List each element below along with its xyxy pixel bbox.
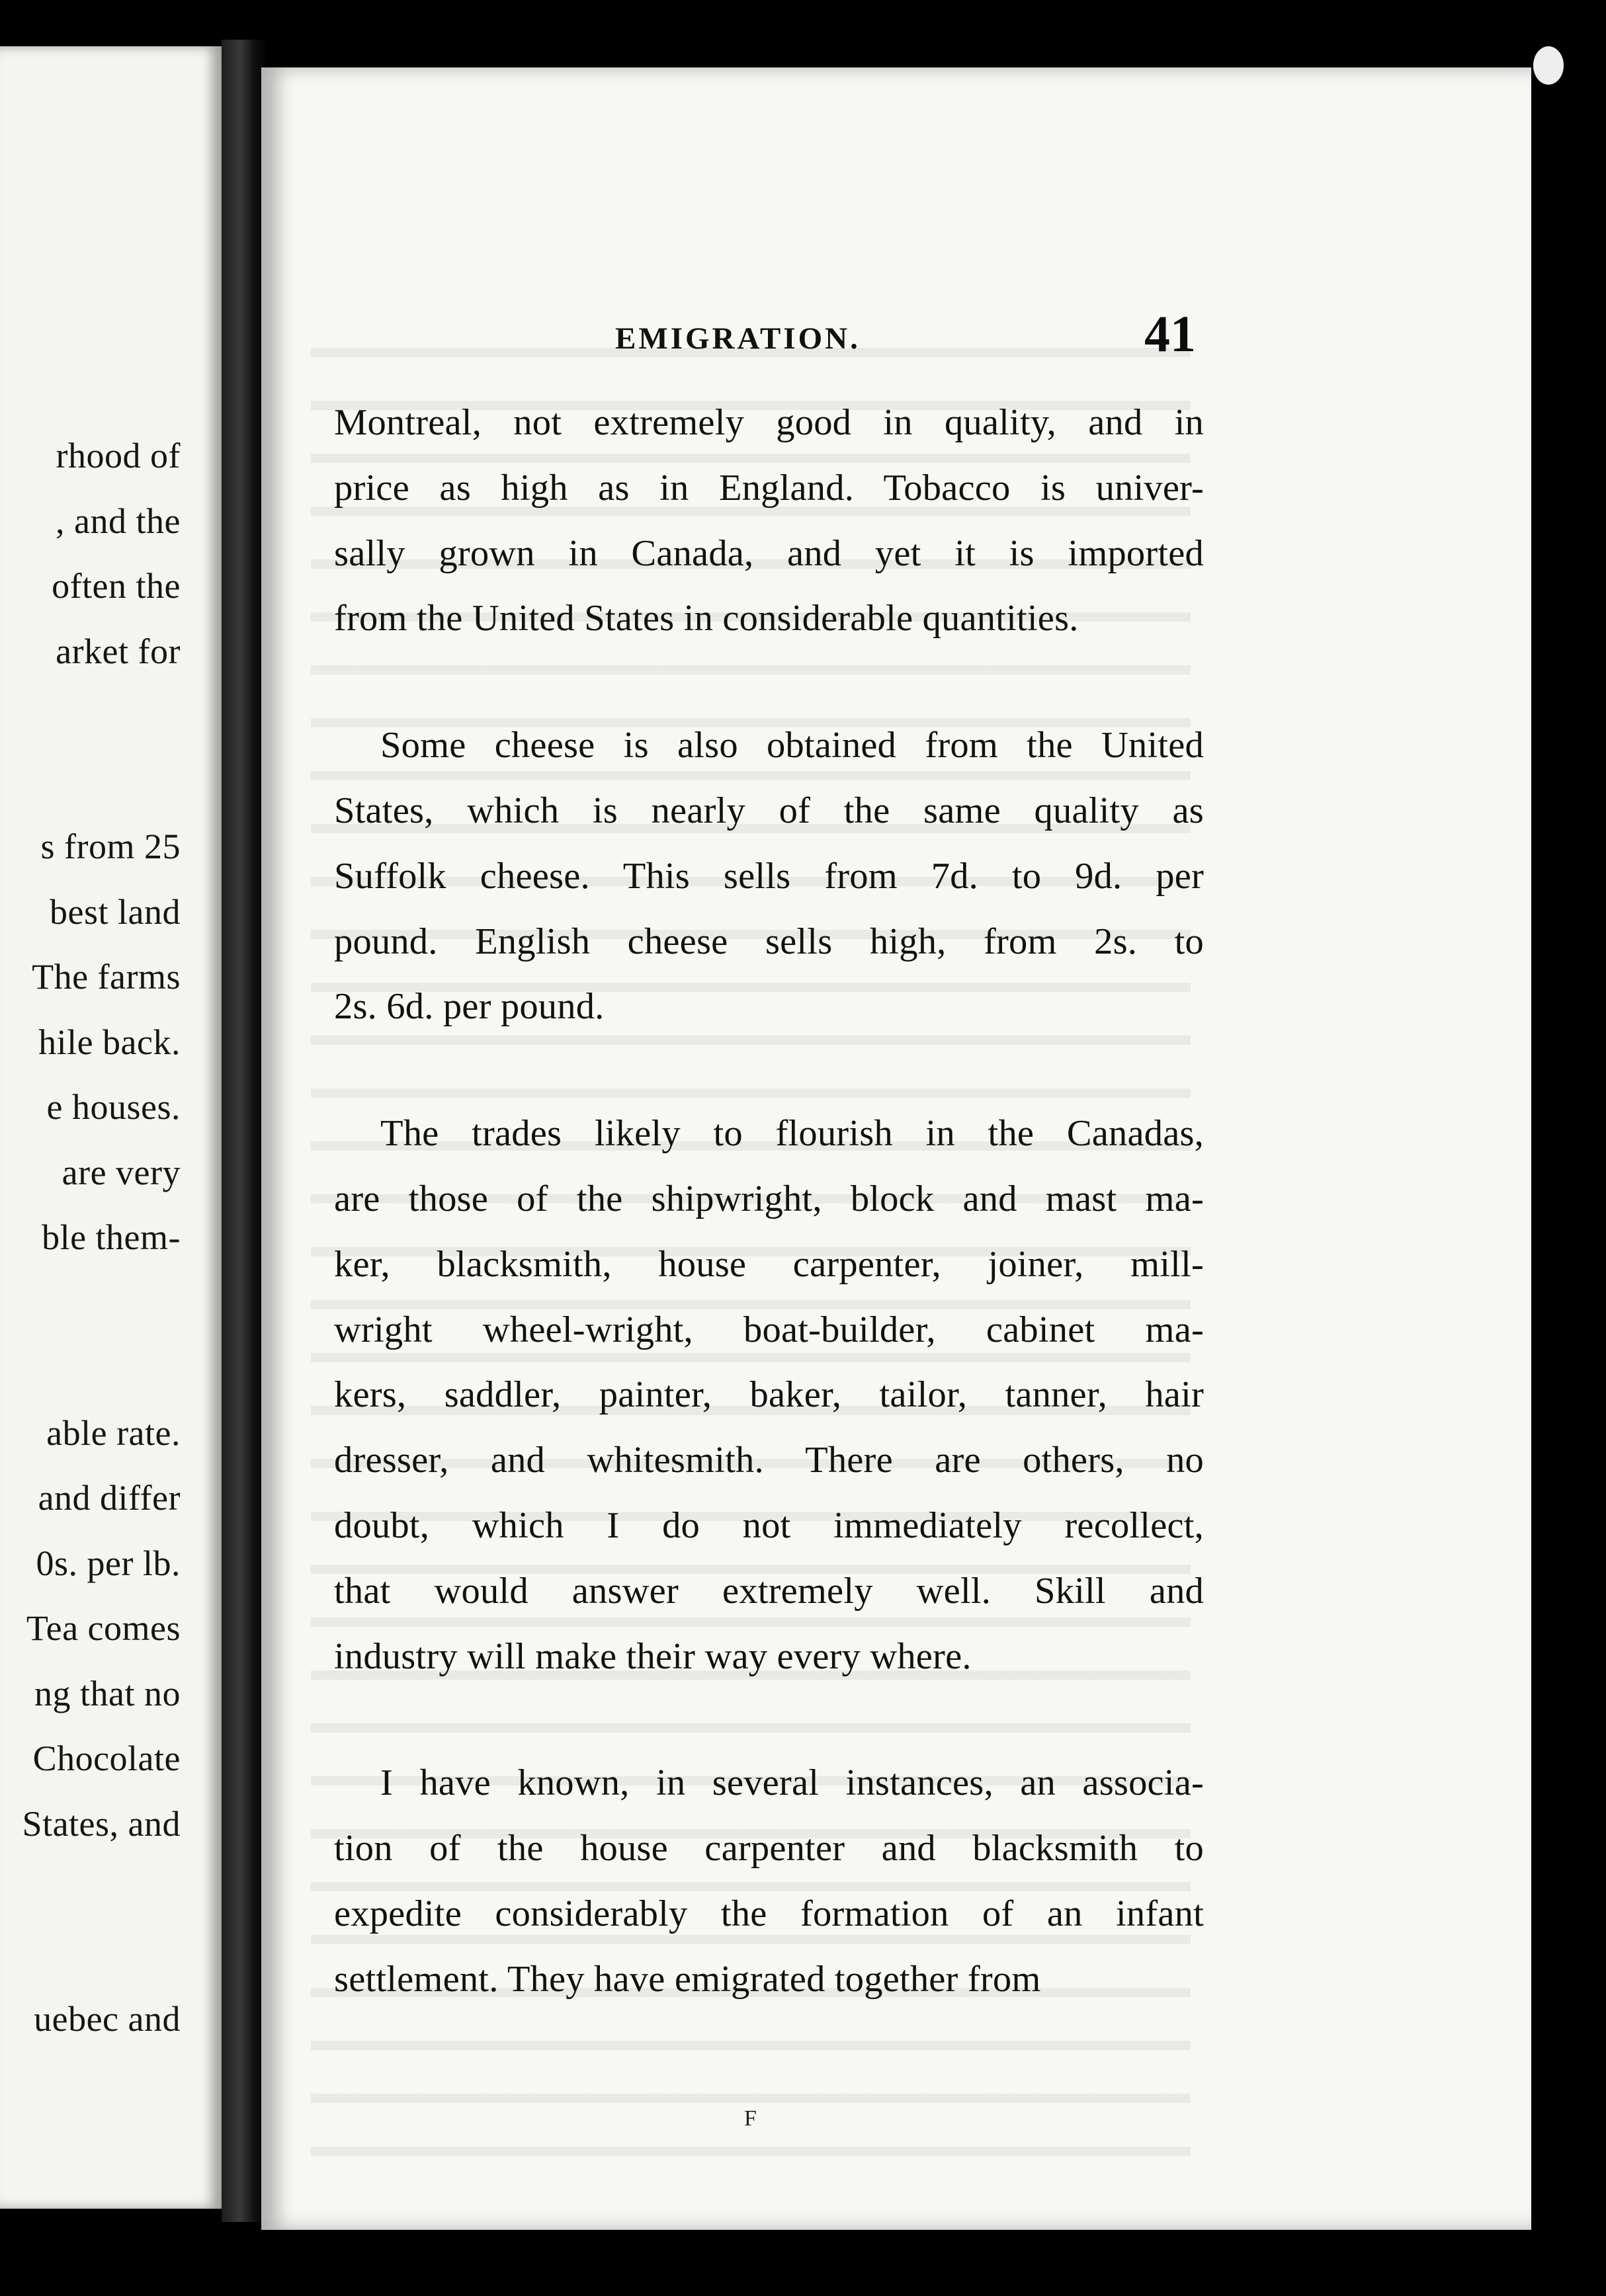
text-line: doubt, which I do not immediately recollect,	[334, 1504, 1204, 1546]
left-page-text	[22, 423, 181, 2052]
text-line: expedite considerably the formation of an infant	[334, 1893, 1204, 1934]
text-line: Some cheese is also obtained from the United	[380, 725, 1204, 766]
left-page-line: 0s. per lb.	[36, 1543, 181, 1583]
text-line: industry will make their way every where.	[334, 1635, 972, 1677]
text-line: are those of the shipwright, block and mast ma-	[334, 1178, 1204, 1219]
text-line: ker, blacksmith, house carpenter, joiner, mill-	[334, 1243, 1204, 1285]
paragraph-gap	[334, 651, 1204, 713]
left-page-line: States, and	[22, 1803, 181, 1844]
left-page-line: Chocolate	[32, 1739, 181, 1778]
left-page-line: e houses.	[46, 1087, 181, 1127]
text-line: tion of the house carpenter and blacksmith to	[334, 1828, 1204, 1869]
text-line: that would answer extremely well. Skill and	[334, 1570, 1204, 1612]
left-page-line: uebec and	[34, 1999, 181, 2039]
left-page-line	[22, 749, 181, 815]
paragraph	[334, 390, 1204, 651]
text-line: from the United States in considerable quantities.	[334, 598, 1079, 639]
left-page-line: are very	[62, 1152, 181, 1192]
left-page-line: s from 25	[40, 827, 181, 866]
left-page-line: Tea comes	[26, 1608, 181, 1648]
left-page-line	[22, 1335, 181, 1401]
left-page-line: arket for	[56, 631, 181, 671]
paragraph	[334, 1101, 1204, 1689]
text-line: dresser, and whitesmith. There are others, no	[334, 1440, 1204, 1481]
left-page-fragment	[0, 46, 222, 2209]
text-line: I have known, in several instances, an associa-	[380, 1762, 1204, 1804]
signature-mark: F	[744, 2106, 757, 2131]
text-line: The trades likely to flourish in the Canadas,	[380, 1113, 1204, 1155]
left-page-line: best land	[50, 891, 181, 932]
left-page-line	[22, 684, 181, 749]
left-page-line: able rate.	[46, 1413, 181, 1453]
left-page-line: often the	[52, 566, 181, 606]
left-page-line: hile back.	[38, 1022, 181, 1062]
text-line: States, which is nearly of the same quality as	[334, 790, 1204, 831]
paper-speck	[1533, 46, 1564, 85]
text-line: pound. English cheese sells high, from 2s. to	[334, 921, 1204, 962]
text-line: wright wheel-wright, boat-builder, cabinet ma-	[334, 1309, 1204, 1350]
paragraph-gap	[334, 1040, 1204, 1101]
text-line: price as high as in England. Tobacco is univer-	[334, 467, 1204, 509]
text-line: sally grown in Canada, and yet it is imported	[334, 532, 1204, 574]
body-text	[334, 390, 1204, 2012]
text-line: Suffolk cheese. This sells from 7d. to 9d. per	[334, 855, 1204, 897]
left-page-line: rhood of	[56, 436, 181, 475]
left-page-line: and differ	[38, 1478, 181, 1518]
paragraph-gap	[334, 1689, 1204, 1750]
paragraph	[334, 1750, 1204, 2012]
left-page-line	[22, 1856, 181, 1922]
text-line: Montreal, not extremely good in quality, and in	[334, 402, 1204, 443]
left-page-line: The farms	[32, 957, 181, 997]
left-page-line	[22, 1270, 181, 1336]
paragraph	[334, 713, 1204, 1040]
left-page-line: , and the	[56, 501, 181, 541]
page-number: 41	[1144, 305, 1196, 362]
left-page-line: ble them-	[42, 1217, 181, 1257]
running-head: EMIGRATION.	[615, 321, 861, 356]
text-line: kers, saddler, painter, baker, tailor, tanner, hair	[334, 1374, 1204, 1416]
left-page-line	[22, 1922, 181, 1987]
left-page-line: ng that no	[34, 1673, 181, 1713]
text-line: 2s. 6d. per pound.	[334, 986, 605, 1028]
text-line: settlement. They have emigrated together from	[334, 1958, 1041, 2000]
